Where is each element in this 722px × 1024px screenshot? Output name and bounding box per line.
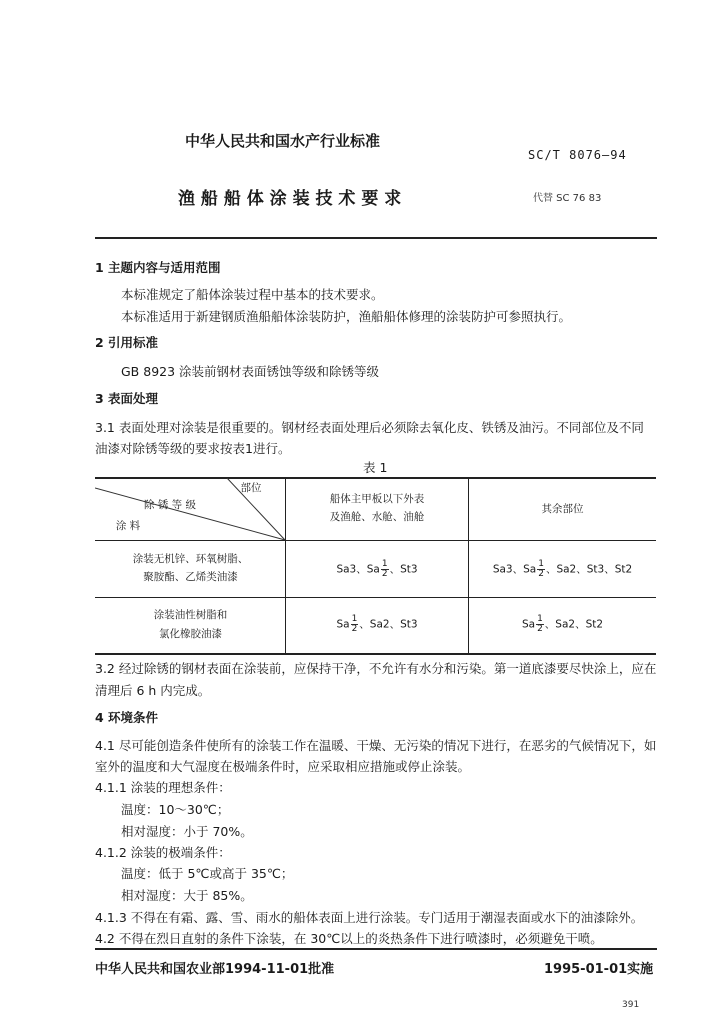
row-2-other-grades (469, 615, 656, 634)
row-2-hull-grades (286, 615, 468, 634)
ideal-humidity: 相对湿度：小于 70%。 (121, 824, 253, 839)
section-1-para-2: 本标准适用于新建钢质渔船船体涂装防护，渔船船体修理的涂装防护可参照执行。 (121, 309, 572, 324)
row-2-label-line-1: 涂装油性树脂和 (153, 609, 228, 621)
section-3-heading: 3 表面处理 (95, 391, 159, 406)
clause-3-2-line-1: 3.2 经过除锈的钢材表面在涂装前，应保持干净，不允许有水分和污染。第一道底漆要尽快涂上，应在 (95, 661, 657, 676)
fraction-denominator: 2 (351, 624, 358, 634)
grade-text: 、Sa2、St3 (359, 618, 418, 631)
fraction-denominator: 2 (538, 569, 544, 579)
fraction-numerator: 1 (351, 614, 358, 624)
table-bottom-rule (95, 653, 656, 655)
clause-4-1-3: 4.1.3 不得在有霜、露、雪、雨水的船体表面上进行涂装。专门适用于潮湿表面或水下的油漆除外。 (95, 910, 644, 925)
fraction-numerator: 1 (537, 614, 543, 624)
fraction-denominator: 2 (537, 624, 543, 634)
grade-text: Sa3、Sa (492, 563, 537, 576)
extreme-humidity: 相对湿度：大于 85%。 (121, 888, 253, 903)
row-1-label-line-2: 聚胺酯、乙烯类油漆 (143, 571, 238, 583)
effective-date: 1995-01-01实施 (544, 962, 654, 977)
corner-label-grade: 除 锈 等 级 (143, 499, 196, 511)
fraction-one-half (537, 560, 545, 579)
row-1-label-line-1: 涂装无机锌、环氧树脂、 (132, 553, 249, 565)
col-header-hull-line-2: 及渔舱、水舱、油舱 (329, 511, 425, 523)
org-title: 中华人民共和国水产行业标准 (185, 132, 381, 150)
ideal-temperature: 温度：10～30℃； (121, 802, 230, 817)
table-caption: 表 1 (363, 460, 388, 475)
grade-text: Sa (336, 618, 350, 631)
row-1-other-grades (469, 560, 656, 579)
replaces-note: 代替 SC 76 83 (533, 193, 602, 204)
row-2-label-line-2: 氯化橡胶油漆 (159, 628, 222, 640)
corner-label-coating: 涂 料 (115, 520, 141, 532)
clause-3-2-line-2: 清理后 6 h 内完成。 (95, 683, 211, 698)
col-header-other-parts: 其余部位 (541, 503, 584, 515)
section-1-para-1: 本标准规定了船体涂装过程中基本的技术要求。 (121, 287, 384, 302)
fraction-one-half (381, 560, 389, 579)
fraction-one-half (351, 615, 359, 634)
clause-3-1-line-1: 3.1 表面处理对涂装是很重要的。钢材经表面处理后必须除去氧化皮、铁锈及油污。不同部位及不同 (95, 420, 644, 435)
clause-4-1-line-2: 室外的温度和大气湿度在极端条件时，应采取相应措施或停止涂装。 (95, 759, 471, 774)
fraction-numerator: 1 (381, 559, 388, 569)
clause-4-2: 4.2 不得在烈日直射的条件下涂装，在 30℃以上的炎热条件下进行喷漆时，必须避免干喷。 (95, 931, 603, 946)
table-row-rule (95, 597, 656, 598)
grade-text: 、Sa2、St3、St2 (545, 563, 633, 576)
grade-text: Sa (521, 618, 536, 631)
fraction-denominator: 2 (381, 569, 388, 579)
col-header-hull-line-1: 船体主甲板以下外表 (329, 493, 425, 505)
page-number: 391 (622, 1000, 640, 1010)
section-2-heading: 2 引用标准 (95, 335, 159, 350)
grade-text: 、St3 (389, 563, 418, 576)
extreme-temperature: 温度：低于 5℃或高于 35℃； (121, 866, 294, 881)
clause-3-1-line-2: 油漆对除锈等级的要求按表1进行。 (95, 441, 291, 456)
row-1-hull-grades (286, 560, 468, 579)
approval-date: 中华人民共和国农业部1994-11-01批准 (95, 962, 335, 977)
corner-label-part: 部位 (240, 482, 262, 494)
grade-text: 、Sa2、St2 (544, 618, 604, 631)
section-1-heading: 1 主题内容与适用范围 (95, 260, 221, 275)
footer-rule (95, 948, 657, 950)
standard-number: SC/T 8076—94 (528, 148, 627, 162)
fraction-numerator: 1 (538, 559, 544, 569)
section-4-heading: 4 环境条件 (95, 710, 159, 725)
clause-4-1-1: 4.1.1 涂装的理想条件： (95, 780, 231, 795)
header-rule (95, 237, 657, 239)
fraction-one-half (536, 615, 544, 634)
document-title: 渔 船 船 体 涂 装 技 术 要 求 (178, 189, 402, 209)
reference-standard: GB 8923 涂装前钢材表面锈蚀等级和除锈等级 (121, 364, 380, 379)
grade-text: Sa3、Sa (336, 563, 380, 576)
clause-4-1-2: 4.1.2 涂装的极端条件： (95, 845, 231, 860)
clause-4-1-line-1: 4.1 尽可能创造条件使所有的涂装工作在温暖、干燥、无污染的情况下进行，在恶劣的气候情况下，如 (95, 738, 657, 753)
